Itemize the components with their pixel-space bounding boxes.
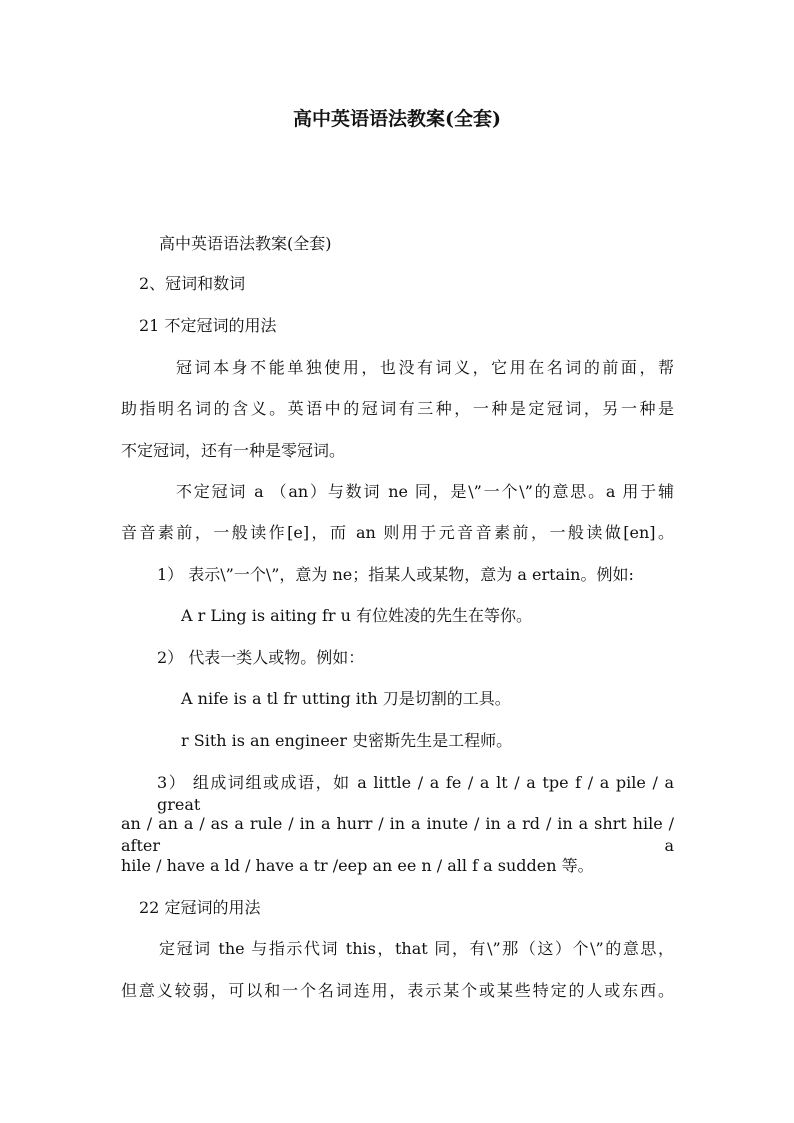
example-sentence: A r Ling is aiting fr u 有位姓凌的先生在等你。 bbox=[181, 606, 533, 625]
example-sentence: A nife is a tl fr utting ith 刀是切割的工具。 bbox=[181, 689, 511, 708]
paragraph-line: an / an a / as a rule / in a hurr / in a inute / in a rd / in a shrt hile / after a bbox=[121, 814, 674, 855]
paragraph-line: 定冠词 the 与指示代词 this，that 同，有\”那（这）个\”的意思， bbox=[159, 939, 674, 958]
list-item: 1） 表示\”一个\”，意为 ne；指某人或某物，意为 a ertain。例如: bbox=[157, 565, 634, 584]
list-item: 3） 组成词组或成语，如 a little / a fe / a lt / a tpe f / a pile / a great bbox=[157, 773, 674, 814]
subsection-heading: 21 不定冠词的用法 bbox=[139, 316, 277, 335]
list-item: 2） 代表一类人或物。例如： bbox=[157, 648, 365, 667]
paragraph-line: 助指明名词的含义。英语中的冠词有三种，一种是定冠词，另一种是 bbox=[121, 399, 674, 418]
subtitle-line: 高中英语语法教案(全套) bbox=[159, 234, 332, 253]
paragraph-line: 不定冠词 a （an）与数词 ne 同，是\”一个\”的意思。a 用于辅 bbox=[176, 482, 674, 501]
section-heading: 2、冠词和数词 bbox=[139, 274, 246, 293]
paragraph-line: 不定冠词，还有一种是零冠词。 bbox=[121, 441, 346, 460]
paragraph-line: hile / have a ld / have a tr /eep an ee n / all f a sudden 等。 bbox=[121, 856, 594, 875]
document-title: 高中英语语法教案(全套) bbox=[293, 108, 501, 130]
example-sentence: r Sith is an engineer 史密斯先生是工程师。 bbox=[181, 731, 513, 750]
paragraph-line: 冠词本身不能单独使用，也没有词义，它用在名词的前面，帮 bbox=[176, 358, 674, 377]
subsection-heading: 22 定冠词的用法 bbox=[139, 898, 261, 917]
paragraph-line: 音音素前，一般读作[e]，而 an 则用于元音音素前，一般读做[en]。 bbox=[121, 523, 674, 542]
paragraph-line: 但意义较弱，可以和一个名词连用，表示某个或某些特定的人或东西。 bbox=[121, 981, 674, 1000]
